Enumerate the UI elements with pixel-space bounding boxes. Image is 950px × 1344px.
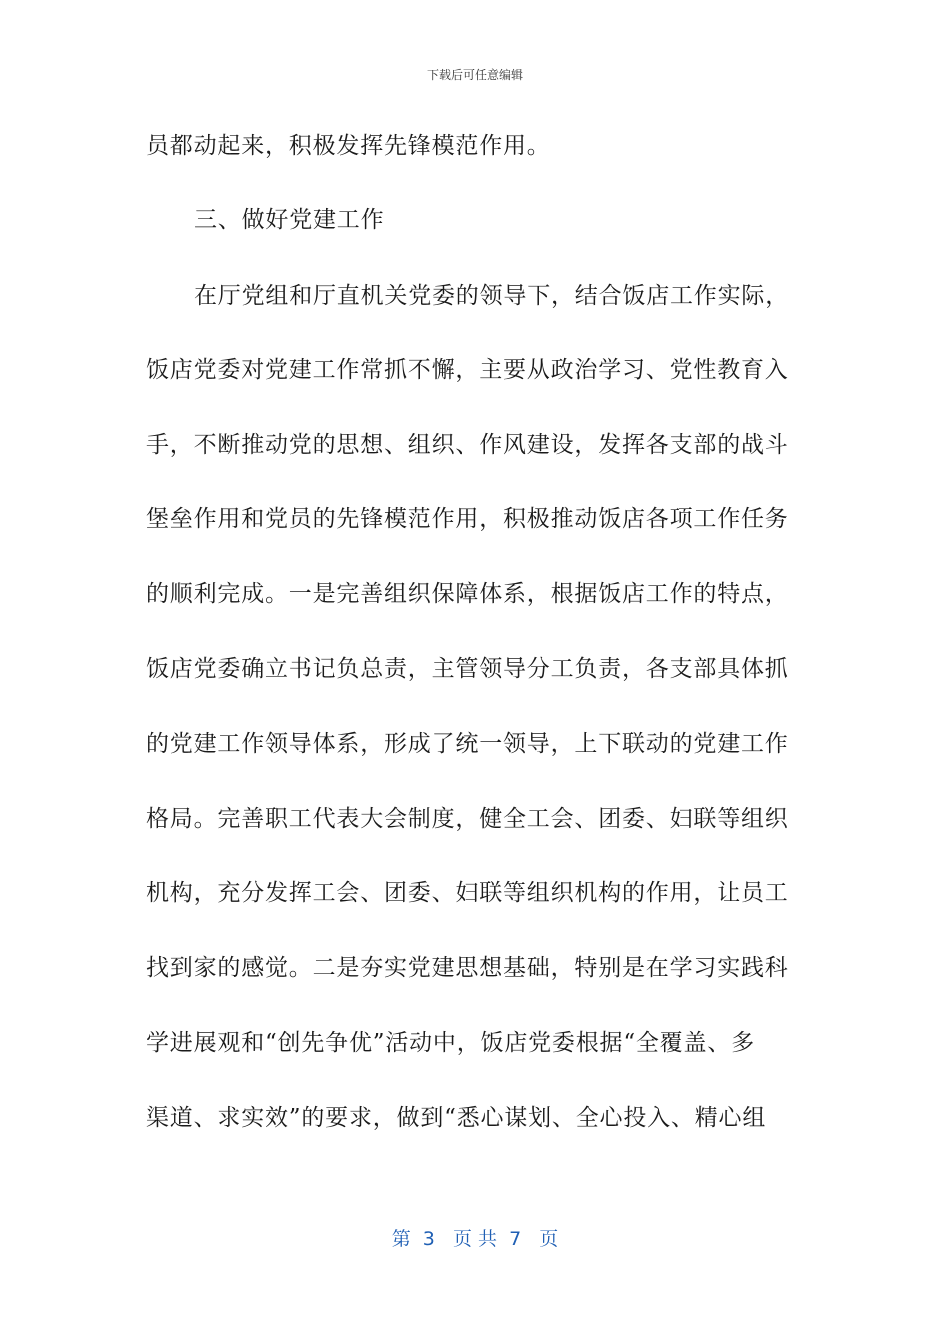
body-line-8: 饭店党委确立书记负总责，主管领导分工负责，各支部具体抓 [146,656,789,682]
body-line-10: 格局。完善职工代表大会制度，健全工会、团委、妇联等组织 [146,806,789,832]
body-line-11: 机构，充分发挥工会、团委、妇联等组织机构的作用，让员工 [146,880,789,906]
page-number-footer: 第 3 页 共 7 页 [391,1228,559,1250]
page-header: 下载后可任意编辑 [426,68,523,82]
body-line-7: 的顺利完成。一是完善组织保障体系，根据饭店工作的特点， [146,581,789,607]
body-line-4: 饭店党委对党建工作常抓不懈，主要从政治学习、党性教育入 [146,357,789,383]
body-line-13: 学进展观和“创先争优”活动中，饭店党委根据“全覆盖、多 [146,1030,755,1056]
body-line-14: 渠道、求实效”的要求，做到“悉心谋划、全心投入、精心组 [146,1105,767,1131]
body-line-5: 手，不断推动党的思想、组织、作风建设，发挥各支部的战斗 [146,432,789,458]
body-line-9: 的党建工作领导体系，形成了统一领导，上下联动的党建工作 [146,731,789,757]
body-line-3: 在厅党组和厅直机关党委的领导下，结合饭店工作实际， [194,283,789,309]
section-heading: 三、做好党建工作 [194,207,385,233]
body-line-6: 堡垒作用和党员的先锋模范作用，积极推动饭店各项工作任务 [146,506,789,532]
body-line-1: 员都动起来，积极发挥先锋模范作用。 [146,133,551,159]
body-line-12: 找到家的感觉。二是夯实党建思想基础，特别是在学习实践科 [146,955,789,981]
